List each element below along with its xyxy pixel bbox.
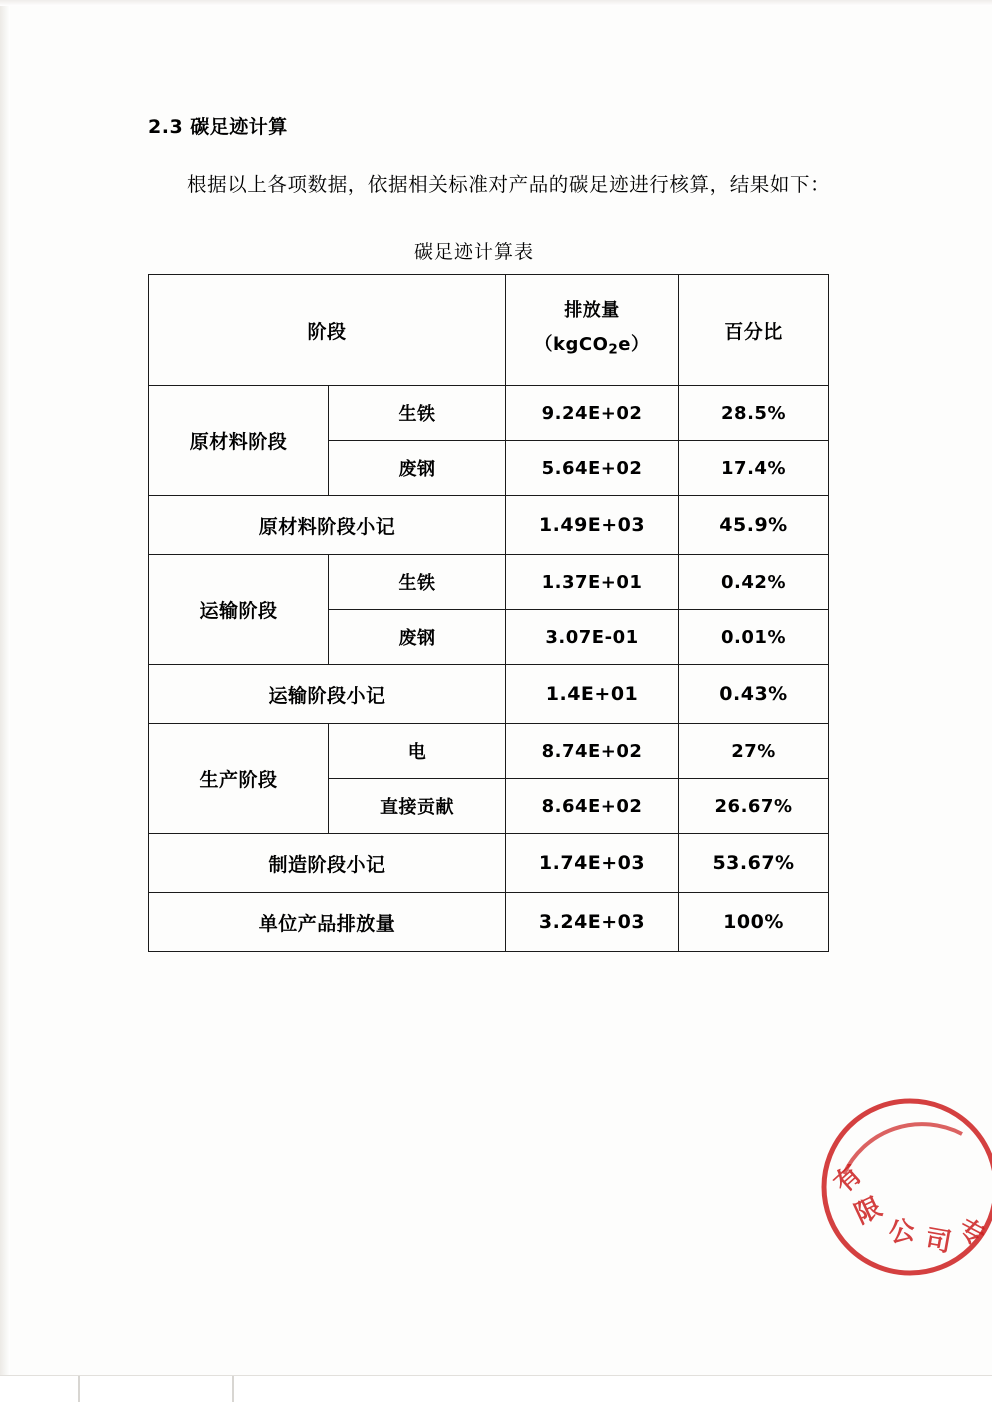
- header-stage: 阶段: [149, 275, 506, 386]
- row-emission: 5.64E+02: [506, 441, 679, 496]
- table-subtotal-row: [149, 834, 829, 893]
- subtotal-emission: 1.74E+03: [506, 834, 679, 893]
- row-item: 废钢: [329, 610, 506, 665]
- row-emission: 1.37E+01: [506, 555, 679, 610]
- table-row: [149, 724, 829, 779]
- stage-group-name: 原材料阶段: [149, 386, 329, 496]
- subtotal-label: 原材料阶段小记: [149, 496, 506, 555]
- table-total-row: [149, 893, 829, 952]
- table-header-row: [149, 275, 829, 386]
- subtotal-percent: 0.43%: [679, 665, 829, 724]
- svg-text:有: 有: [828, 1159, 869, 1200]
- row-emission: 8.74E+02: [506, 724, 679, 779]
- subtotal-emission: 1.4E+01: [506, 665, 679, 724]
- scan-edge-top: [0, 0, 992, 6]
- header-emission-unit-part1: （kgCO: [534, 333, 609, 355]
- header-emission: [506, 275, 679, 386]
- table-row: [149, 555, 829, 610]
- row-item: 电: [329, 724, 506, 779]
- subtotal-emission: 1.49E+03: [506, 496, 679, 555]
- document-content: [148, 112, 848, 952]
- row-emission: 9.24E+02: [506, 386, 679, 441]
- row-item: 废钢: [329, 441, 506, 496]
- svg-text:司: 司: [922, 1224, 954, 1259]
- row-emission: 8.64E+02: [506, 779, 679, 834]
- row-item: 生铁: [329, 386, 506, 441]
- subtotal-label: 制造阶段小记: [149, 834, 506, 893]
- header-emission-line1: 排放量: [564, 299, 620, 321]
- table-subtotal-row: [149, 665, 829, 724]
- row-percent: 0.01%: [679, 610, 829, 665]
- subtotal-percent: 53.67%: [679, 834, 829, 893]
- total-emission: 3.24E+03: [506, 893, 679, 952]
- row-percent: 17.4%: [679, 441, 829, 496]
- scan-bottom-tick: [232, 1376, 234, 1402]
- body-paragraph: 根据以上各项数据，依据相关标准对产品的碳足迹进行核算，结果如下：: [187, 175, 831, 196]
- row-percent: 28.5%: [679, 386, 829, 441]
- header-emission-unit: [508, 328, 676, 366]
- header-percent: 百分比: [679, 275, 829, 386]
- row-item: 生铁: [329, 555, 506, 610]
- row-emission: 3.07E-01: [506, 610, 679, 665]
- table-caption: 碳足迹计算表: [413, 242, 534, 263]
- scan-bottom-tick: [78, 1376, 80, 1402]
- header-emission-unit-part2: e）: [618, 333, 650, 355]
- row-percent: 0.42%: [679, 555, 829, 610]
- total-percent: 100%: [679, 893, 829, 952]
- header-emission-subscript: 2: [608, 341, 619, 358]
- svg-text:专: 专: [952, 1213, 990, 1253]
- stage-group-name: 生产阶段: [149, 724, 329, 834]
- row-percent: 26.67%: [679, 779, 829, 834]
- svg-text:公: 公: [886, 1215, 917, 1249]
- svg-text:限: 限: [850, 1192, 887, 1231]
- row-percent: 27%: [679, 724, 829, 779]
- carbon-footprint-table: [148, 274, 829, 952]
- scan-bottom-band: [0, 1375, 992, 1402]
- company-seal-stamp: [792, 1082, 992, 1292]
- subtotal-label: 运输阶段小记: [149, 665, 506, 724]
- subtotal-percent: 45.9%: [679, 496, 829, 555]
- section-heading: 2.3 碳足迹计算: [148, 116, 288, 138]
- row-item: 直接贡献: [329, 779, 506, 834]
- table-row: [149, 386, 829, 441]
- scan-edge-left: [0, 0, 10, 1402]
- table-subtotal-row: [149, 496, 829, 555]
- total-label: 单位产品排放量: [149, 893, 506, 952]
- stage-group-name: 运输阶段: [149, 555, 329, 665]
